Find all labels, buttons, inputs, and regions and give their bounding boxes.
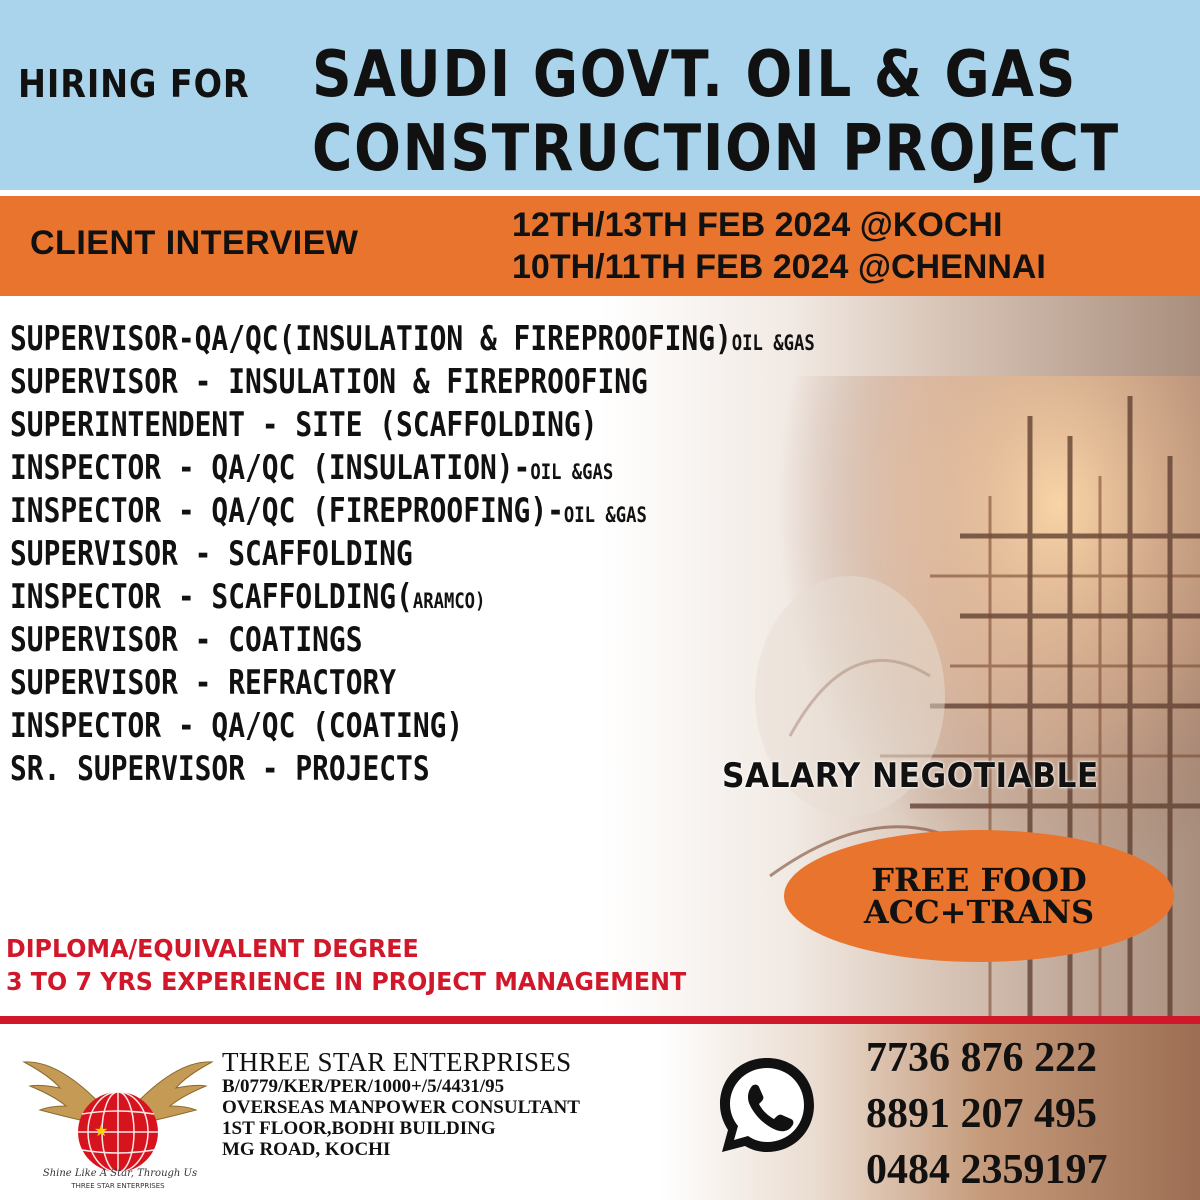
- headline: [312, 38, 1120, 186]
- job-item: [10, 490, 978, 533]
- job-title: SUPERVISOR - SCAFFOLDING: [10, 534, 413, 574]
- interview-dates: [512, 204, 1046, 288]
- headline-line-1: SAUDI GOVT. OIL & GAS: [312, 38, 1078, 112]
- company-license: B/0779/KER/PER/1000+/5/4431/95: [222, 1076, 505, 1097]
- requirements: [6, 932, 686, 998]
- job-item: [10, 619, 978, 662]
- job-title: SUPERVISOR - INSULATION & FIREPROOFING: [10, 362, 648, 402]
- requirement-experience: 3 TO 7 YRS EXPERIENCE IN PROJECT MANAGEMENT: [6, 967, 687, 996]
- job-item: [10, 447, 978, 490]
- job-item: [10, 361, 978, 404]
- job-title: SUPERVISOR-QA/QC(INSULATION & FIREPROOFING): [10, 319, 732, 359]
- globe-logo-icon: [78, 1092, 158, 1172]
- header-banner: [0, 0, 1200, 190]
- job-item: [10, 404, 978, 447]
- perks-line-2: ACC+TRANS: [863, 893, 1095, 931]
- company-info: [222, 1048, 580, 1160]
- job-title: SUPERVISOR - COATINGS: [10, 620, 363, 660]
- company-address-2: MG ROAD, KOCHI: [222, 1139, 391, 1160]
- salary-note: SALARY NEGOTIABLE: [722, 756, 1099, 796]
- job-title: INSPECTOR - QA/QC (INSULATION)-: [10, 448, 531, 488]
- interview-date-kochi: 12TH/13TH FEB 2024 @KOCHI: [512, 206, 1003, 244]
- job-item: [10, 576, 978, 619]
- logo-tagline: Shine Like A Star, Through Us: [42, 1168, 198, 1179]
- interview-bar: [0, 196, 1200, 296]
- job-suffix: ARAMCO): [412, 589, 486, 613]
- job-item: [10, 705, 978, 748]
- job-item: [10, 318, 978, 361]
- job-title: SUPERINTENDENT - SITE (SCAFFOLDING): [10, 405, 598, 445]
- requirement-degree: DIPLOMA/EQUIVALENT DEGREE: [6, 934, 419, 963]
- job-suffix: OIL &GAS: [563, 503, 647, 527]
- phone-number-1[interactable]: 7736 876 222: [866, 1035, 1097, 1081]
- job-title: INSPECTOR - SCAFFOLDING(: [10, 577, 413, 617]
- job-title: INSPECTOR - QA/QC (COATING): [10, 706, 464, 746]
- headline-line-2: CONSTRUCTION PROJECT: [312, 112, 1120, 186]
- company-name: THREE STAR ENTERPRISES: [222, 1047, 572, 1077]
- interview-date-chennai: 10TH/11TH FEB 2024 @CHENNAI: [512, 248, 1046, 286]
- company-address-1: 1ST FLOOR,BODHI BUILDING: [222, 1118, 496, 1139]
- job-item: [10, 533, 978, 576]
- phone-number-2[interactable]: 8891 207 495: [866, 1091, 1097, 1137]
- phone-number-3[interactable]: 0484 2359197: [866, 1147, 1108, 1193]
- hiring-for-label: HIRING FOR: [18, 62, 250, 106]
- interview-label: CLIENT INTERVIEW: [30, 224, 359, 262]
- job-title: SUPERVISOR - REFRACTORY: [10, 663, 397, 703]
- company-type: OVERSEAS MANPOWER CONSULTANT: [222, 1097, 580, 1118]
- perks-line-1: FREE FOOD: [871, 861, 1087, 899]
- phone-list: [866, 1030, 1108, 1198]
- logo-text: THREE STAR ENTERPRISES: [71, 1182, 165, 1190]
- perks-badge: [784, 830, 1174, 962]
- job-title: INSPECTOR - QA/QC (FIREPROOFING)-: [10, 491, 564, 531]
- svg-text:★: ★: [94, 1121, 109, 1140]
- job-item: [10, 662, 978, 705]
- divider-line: [0, 1016, 1200, 1024]
- job-suffix: OIL &GAS: [731, 331, 815, 355]
- whatsapp-icon[interactable]: [712, 1050, 822, 1160]
- job-suffix: OIL &GAS: [530, 460, 614, 484]
- job-title: SR. SUPERVISOR - PROJECTS: [10, 749, 430, 789]
- job-list: [10, 318, 1190, 791]
